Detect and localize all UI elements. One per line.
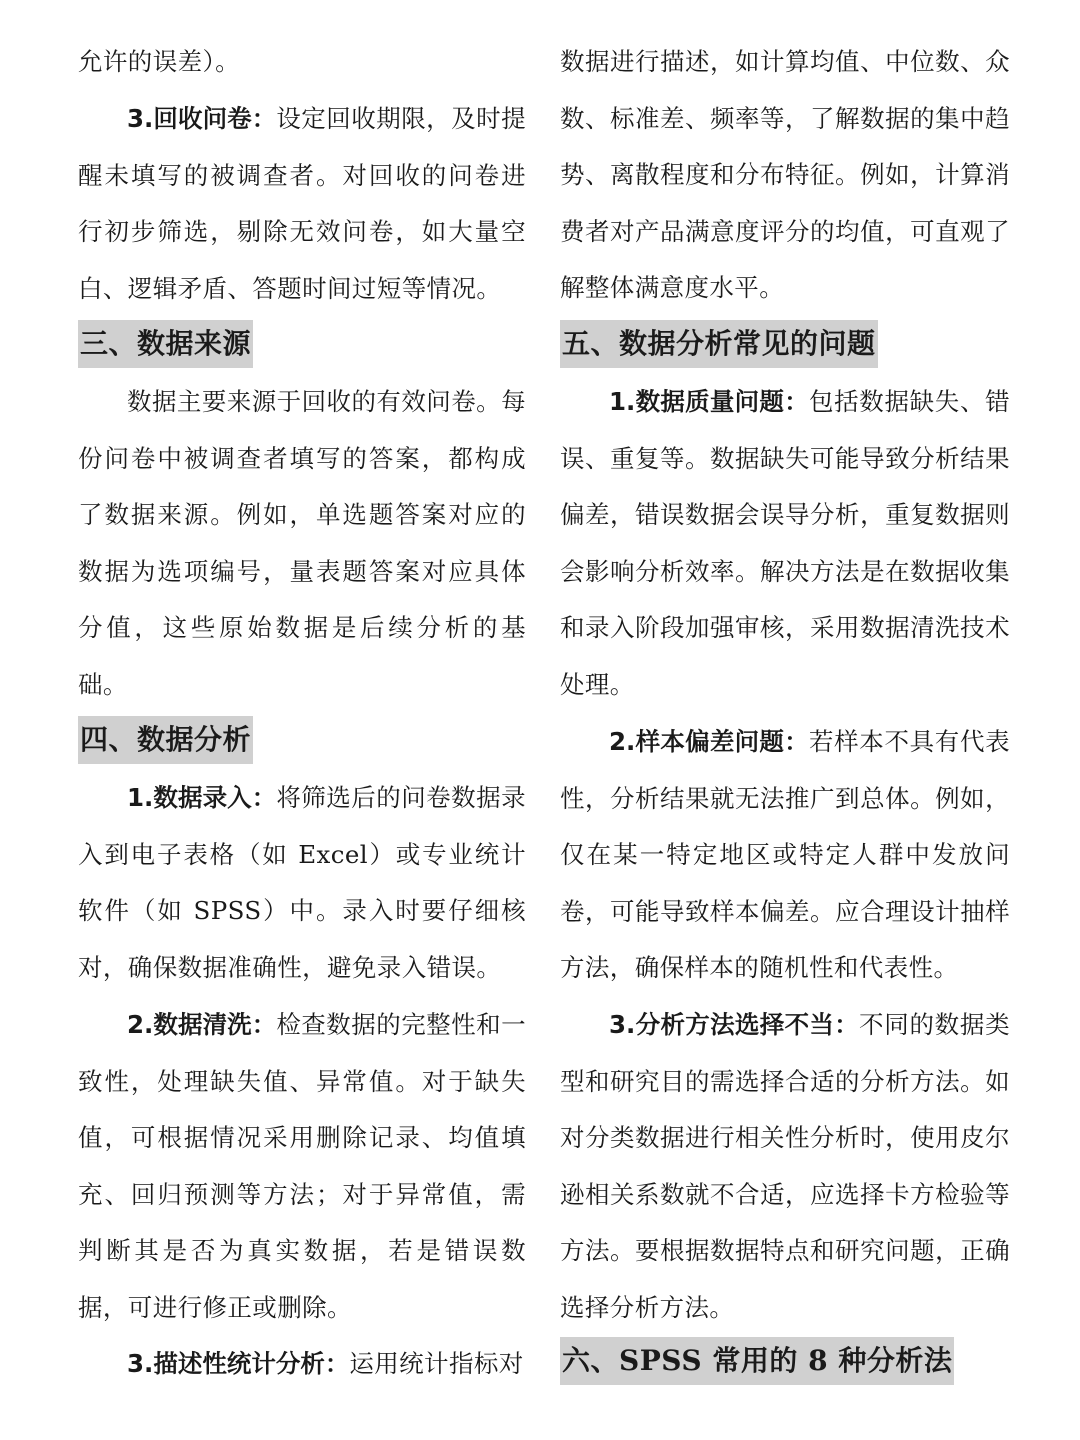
paragraph-lead: 3.描述性统计分析： [127,1349,350,1378]
paragraph-descriptive-stats [78,1336,526,1393]
paragraph-text: 运用统计指标对 [349,1349,524,1378]
section-heading-3 [78,320,526,368]
paragraph-data-quality [560,374,1010,714]
paragraph-text: 允许的误差）。 [78,47,241,76]
paragraph-method-selection [560,997,1010,1337]
heading-data-source: 三、数据来源 [78,320,253,368]
heading-data-analysis: 四、数据分析 [78,716,253,764]
paragraph-text: 检查数据的完整性和一致性，处理缺失值、异常值。对于缺失值，可根据情况采用删除记录、均值填充、回归预测等方法；对于异常值，需判断其是否为真实数据，若是错误数据，可进行修正或删除。 [78,1010,526,1322]
paragraph-lead: 2.样本偏差问题： [609,727,809,756]
paragraph-lead: 2.数据清洗： [127,1010,277,1039]
paragraph-continuation [78,34,526,91]
paragraph-descriptive-continued [560,34,1010,317]
paragraph-lead: 1.数据录入： [127,783,277,812]
section-heading-5 [560,320,1010,368]
paragraph-text: 将筛选后的问卷数据录入到电子表格（如 Excel）或专业统计软件（如 SPSS）中。录入时要仔细核对，确保数据准确性，避免录入错误。 [78,783,526,982]
section-heading-6 [560,1337,1010,1385]
paragraph-text: 包括数据缺失、错误、重复等。数据缺失可能导致分析结果偏差，错误数据会误导分析，重复数据则会影响分析效率。解决方法是在数据收集和录入阶段加强审核，采用数据清洗技术处理。 [560,387,1011,699]
paragraph-lead: 1.数据质量问题： [609,387,809,416]
paragraph-text: 若样本不具有代表性，分析结果就无法推广到总体。例如，仅在某一特定地区或特定人群中发放问卷，可能导致样本偏差。应合理设计抽样方法，确保样本的随机性和代表性。 [560,727,1011,983]
paragraph-sample-bias [560,714,1010,997]
paragraph-lead: 3.回收问卷： [127,104,277,133]
paragraph-lead: 3.分析方法选择不当： [609,1010,860,1039]
paragraph-data-source [78,374,526,714]
paragraph-text: 设定回收期限，及时提醒未填写的被调查者。对回收的问卷进行初步筛选，剔除无效问卷，如大量空白、逻辑矛盾、答题时间过短等情况。 [78,104,526,303]
paragraph-data-cleaning [78,997,526,1337]
paragraph-text: 数据进行描述，如计算均值、中位数、众数、标准差、频率等，了解数据的集中趋势、离散程度和分布特征。例如，计算消费者对产品满意度评分的均值，可直观了解整体满意度水平。 [560,47,1010,303]
paragraph-text: 数据主要来源于回收的有效问卷。每份问卷中被调查者填写的答案，都构成了数据来源。例如，单选题答案对应的数据为选项编号，量表题答案对应具体分值，这些原始数据是后续分析的基础。 [78,387,526,699]
paragraph-text: 不同的数据类型和研究目的需选择合适的分析方法。如对分类数据进行相关性分析时，使用皮尔逊相关系数就不合适，应选择卡方检验等方法。要根据数据特点和研究问题，正确选择分析方法。 [560,1010,1010,1322]
paragraph-recover-questionnaire [78,91,526,317]
section-heading-4 [78,716,526,764]
heading-common-problems: 五、数据分析常见的问题 [560,320,878,368]
heading-spss-methods: 六、SPSS 常用的 8 种分析法 [560,1337,954,1385]
paragraph-data-entry [78,770,526,996]
